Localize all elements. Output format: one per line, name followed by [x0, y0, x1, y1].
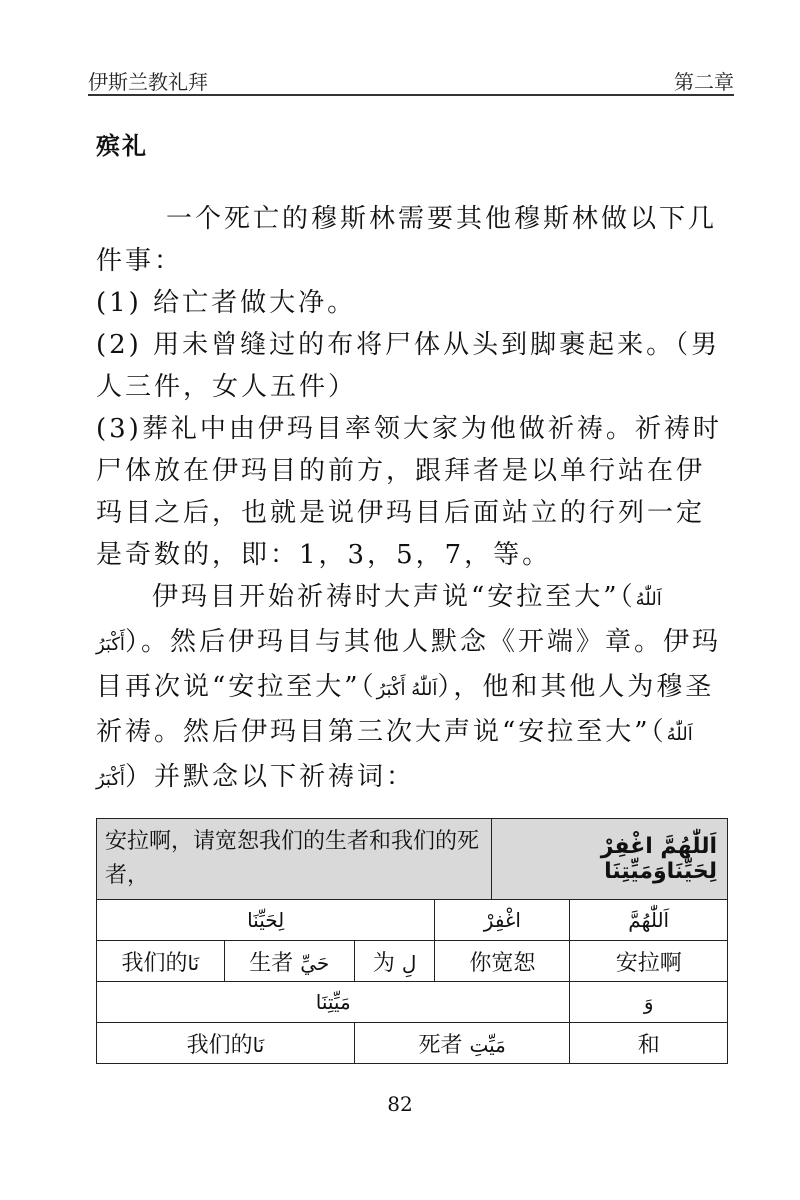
arabic-word: مَيِّتِ	[469, 1032, 506, 1057]
table-row	[97, 982, 728, 1023]
meaning-cell: 安拉啊，请宽恕我们的生者和我们的死者，	[97, 819, 492, 900]
arabic-word: مَيِّتِنَا	[315, 989, 351, 1014]
table-cell	[97, 941, 225, 982]
takbir-text-2: ）。然后伊玛目与其他人默念《开端》章。伊玛目再次说“安拉至大”（	[96, 627, 721, 702]
table-cell: 和	[570, 1023, 728, 1064]
chapter-label: 第二章	[674, 70, 734, 94]
prayer-gloss-table	[96, 818, 728, 1064]
arabic-word: حَيِّ	[300, 950, 330, 975]
table-cell	[97, 1023, 355, 1064]
list-item-2: (2) 用未曾缝过的布将尸体从头到脚裹起来。（男人三件，女人五件）	[96, 330, 721, 402]
chinese-word: 我们的	[121, 950, 188, 976]
table-row	[97, 941, 728, 982]
arabic-word: اَللّٰهُمَّ	[628, 907, 670, 932]
book-title: 伊斯兰教礼拜	[88, 70, 208, 94]
table-cell: 你宽恕	[435, 941, 570, 982]
body-text	[96, 198, 726, 801]
takbir-arabic-1: اَللّٰهُ أَكْبَرُ	[96, 589, 662, 655]
table-cell	[354, 941, 434, 982]
running-header	[88, 64, 734, 96]
arabic-word: وَ	[643, 989, 654, 1014]
paragraph-takbir	[96, 576, 726, 801]
list-item-1: (1) 给亡者做大净。	[96, 288, 357, 318]
table-cell	[435, 900, 570, 941]
chinese-word: 我们的	[186, 1032, 253, 1058]
arabic-full-cell	[491, 819, 727, 900]
table-cell	[570, 900, 728, 941]
table-cell	[224, 941, 354, 982]
table-row	[97, 900, 728, 941]
arabic-word: لِ	[401, 950, 417, 975]
chinese-word: 死者	[418, 1032, 463, 1058]
page-number: 82	[387, 1092, 413, 1116]
table-cell	[570, 982, 728, 1023]
arabic-word: اغْفِرْ	[483, 907, 521, 932]
takbir-text-4: ）并默念以下祈祷词：	[124, 762, 415, 792]
takbir-text-1: 伊玛目开始祈祷时大声说“安拉至大”（	[152, 582, 636, 612]
takbir-arabic-2: اَللّٰهُ أَكْبَرُ	[376, 679, 438, 700]
arabic-word: نَا	[252, 1032, 265, 1057]
table-row	[97, 819, 728, 900]
list-item-3: (3)葬礼中由伊玛目率领大家为他做祈祷。祈祷时尸体放在伊玛目的前方，跟拜者是以单行站在伊玛目之后，也就是说伊玛目后面站立的行列一定是奇数的，即：1，3，5，7，等。	[96, 414, 722, 570]
chinese-word: 为	[372, 950, 395, 976]
arabic-full-text: اَللّٰهُمَّ اغْفِرْ لِحَيِّنَاوَمَيِّتِنَا	[600, 834, 717, 884]
table-cell	[354, 1023, 570, 1064]
paragraph-intro: 一个死亡的穆斯林需要其他穆斯林做以下几件事：	[96, 204, 718, 276]
takbir-arabic-3: اَللّٰهُ أَكْبَرُ	[96, 724, 693, 790]
arabic-word: نَا	[187, 950, 200, 975]
chinese-word: 生者	[249, 950, 294, 976]
table-row	[97, 1023, 728, 1064]
table-cell: 安拉啊	[570, 941, 728, 982]
table-cell	[97, 982, 570, 1023]
takbir-text-3: ），他和其他人为穆圣祈祷。然后伊玛目第三次大声说“安拉至大”（	[96, 672, 715, 747]
arabic-word: لِحَيِّنَا	[247, 907, 285, 932]
table-cell	[97, 900, 435, 941]
section-title: 殡礼	[96, 131, 148, 160]
